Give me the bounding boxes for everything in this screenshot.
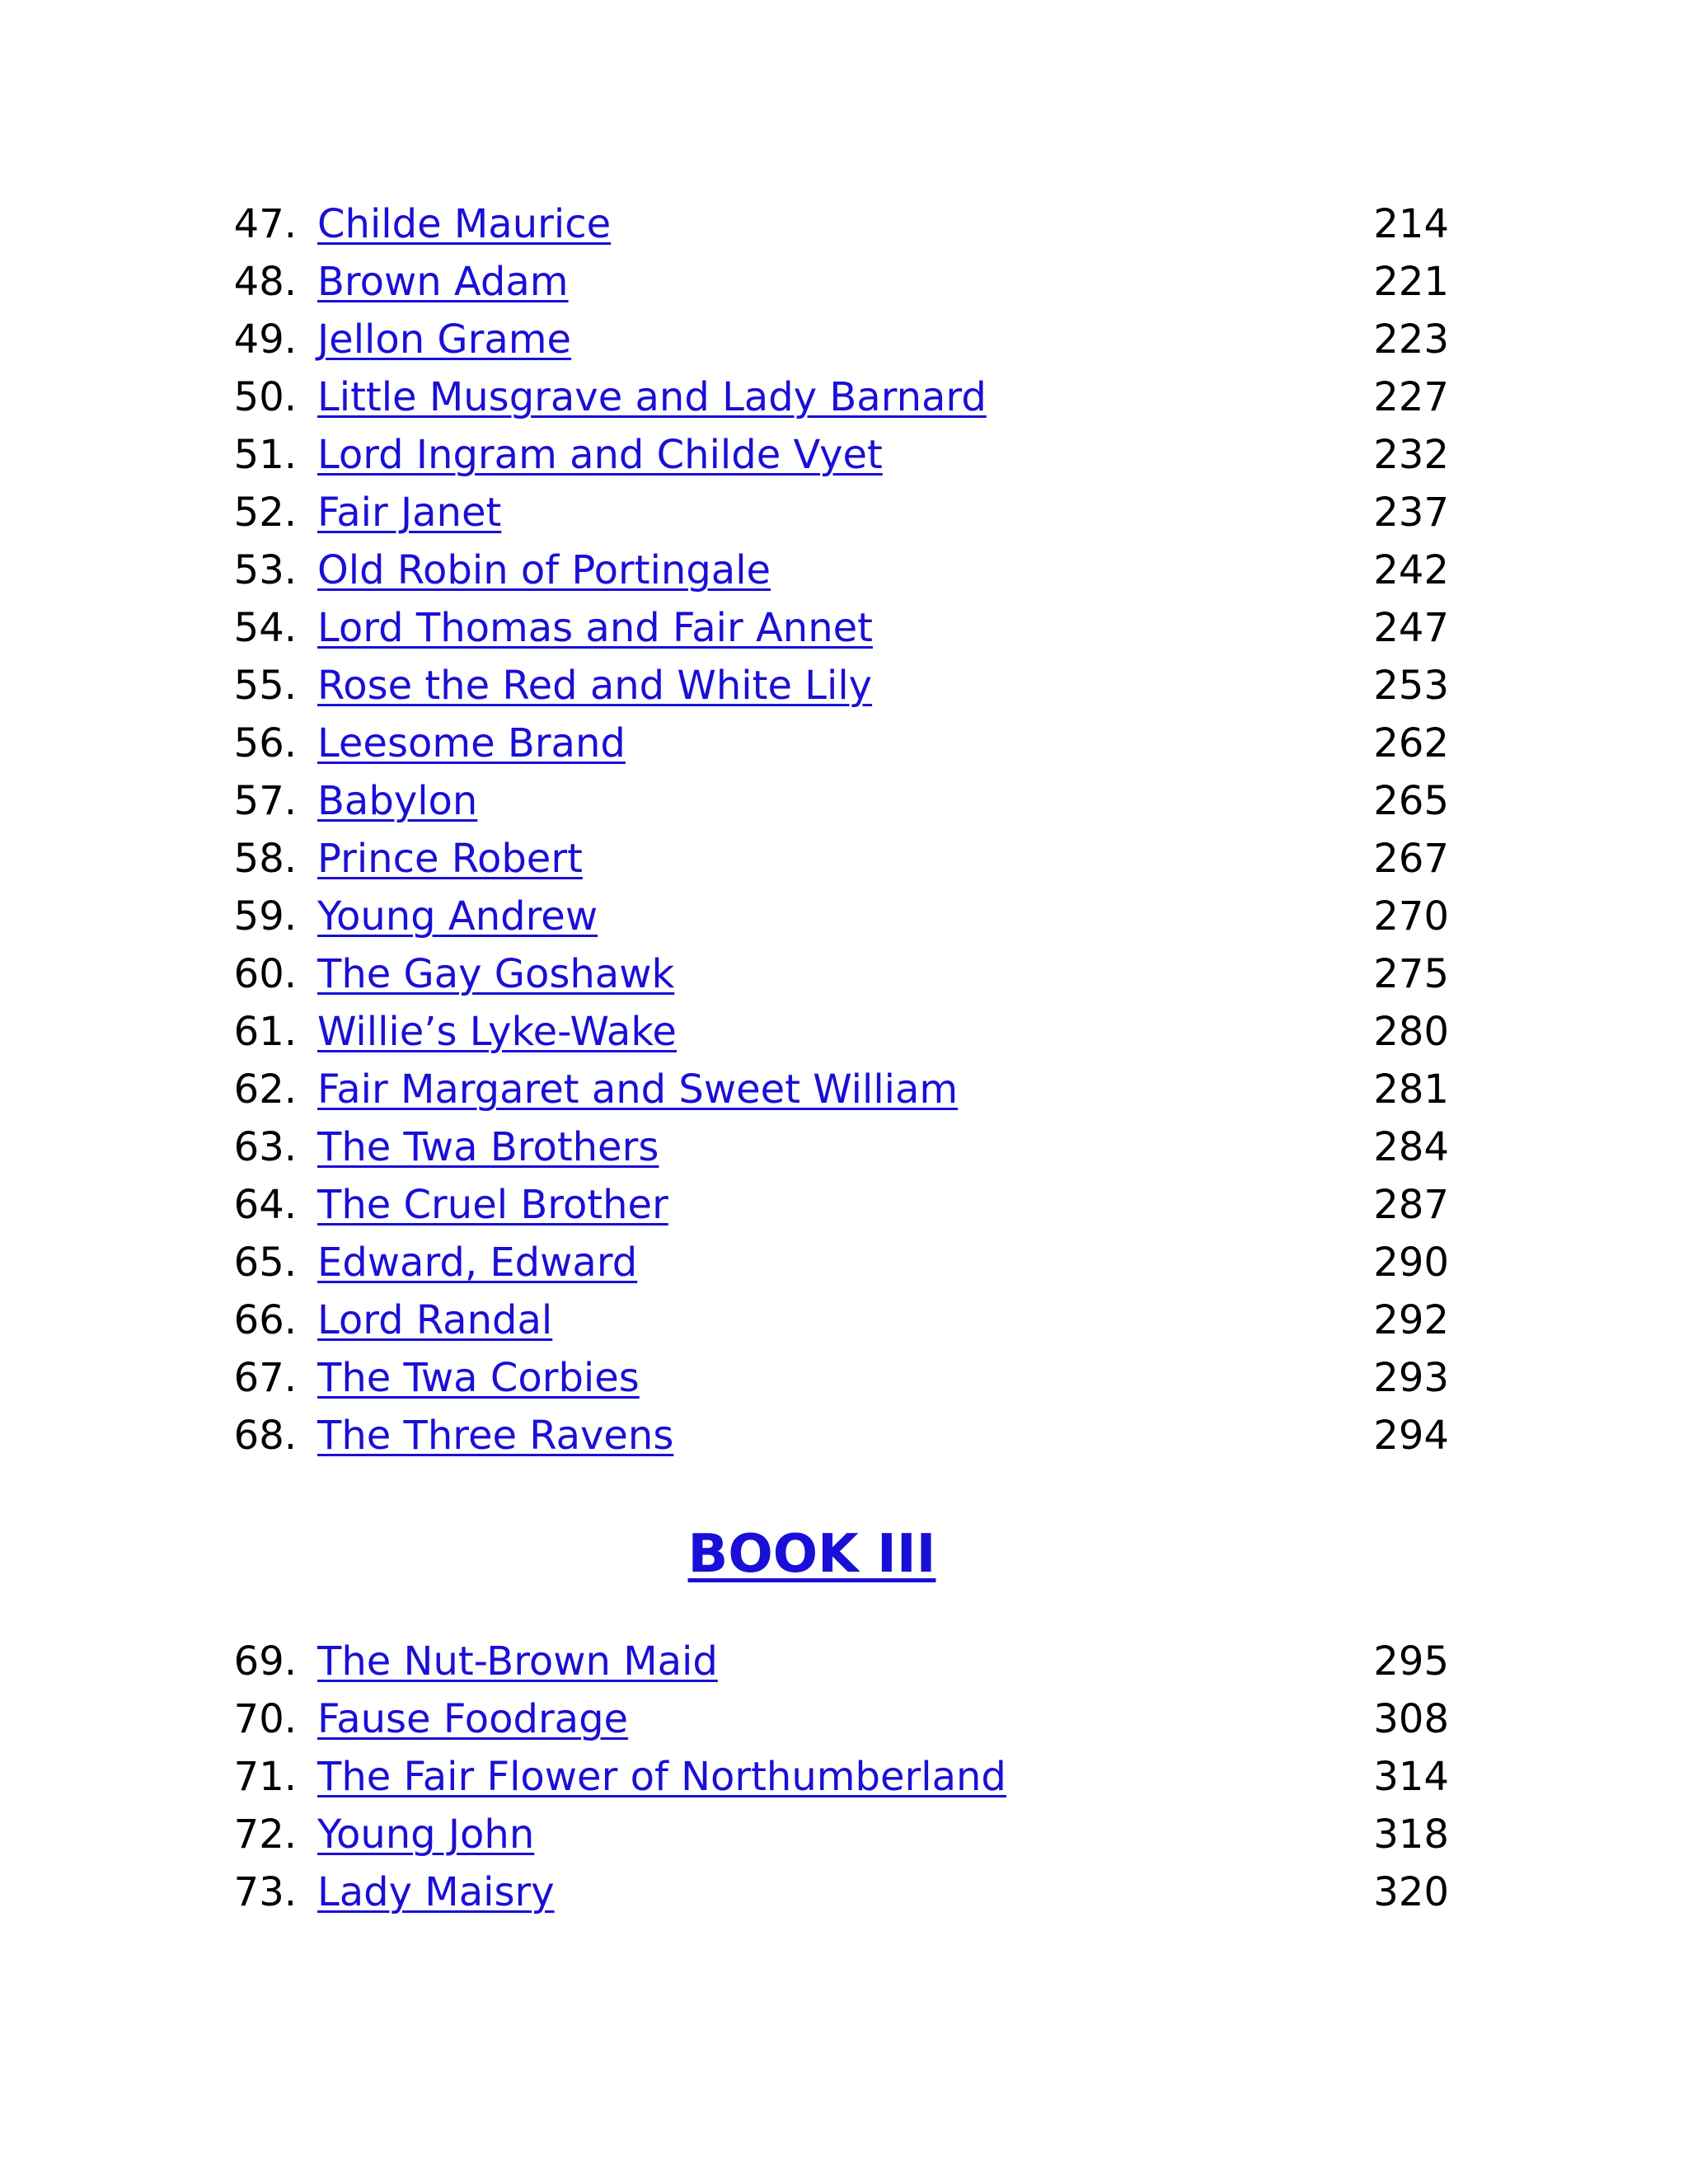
toc-entry-number: 56. xyxy=(233,720,297,766)
toc-entry xyxy=(0,1806,1688,1863)
toc-entry-number: 62. xyxy=(233,1066,297,1113)
toc-entry-title-link[interactable]: Lady Maisry xyxy=(317,1869,555,1915)
toc-entry xyxy=(0,1176,1688,1234)
toc-entry-page-number: 294 xyxy=(1373,1413,1449,1459)
toc-entry-page-number: 265 xyxy=(1373,778,1449,824)
toc-entry-number: 48. xyxy=(233,259,297,305)
toc-entry-number: 55. xyxy=(233,663,297,709)
toc-entry-number: 69. xyxy=(233,1638,297,1685)
toc-entry-title-link[interactable]: Rose the Red and White Lily xyxy=(317,663,873,709)
toc-entry xyxy=(0,1748,1688,1806)
toc-entry-number: 57. xyxy=(233,778,297,824)
toc-entry-page-number: 318 xyxy=(1373,1811,1449,1858)
toc-entry xyxy=(0,772,1688,830)
toc-entry xyxy=(0,888,1688,945)
toc-entry-title-link[interactable]: Edward, Edward xyxy=(317,1240,638,1286)
toc-entry xyxy=(0,253,1688,311)
toc-entry xyxy=(0,368,1688,426)
toc-entry-title-link[interactable]: Fair Margaret and Sweet William xyxy=(317,1066,959,1113)
toc-entry-page-number: 262 xyxy=(1373,720,1449,766)
toc-entry-title-link[interactable]: Fair Janet xyxy=(317,490,502,536)
toc-entry-page-number: 242 xyxy=(1373,547,1449,593)
book-iii-heading-link[interactable]: BOOK III xyxy=(687,1524,936,1585)
toc-entry-title-link[interactable]: Leesome Brand xyxy=(317,720,626,766)
toc-entry-title-link[interactable]: Lord Thomas and Fair Annet xyxy=(317,605,873,651)
toc-entry-page-number: 290 xyxy=(1373,1240,1449,1286)
toc-entry-title-link[interactable]: The Nut-Brown Maid xyxy=(317,1638,718,1685)
toc-entry xyxy=(0,311,1688,368)
toc-entry-number: 60. xyxy=(233,951,297,997)
toc-entry-title-link[interactable]: Young Andrew xyxy=(317,893,598,940)
toc-entry-number: 58. xyxy=(233,836,297,882)
toc-entry-title-link[interactable]: The Gay Goshawk xyxy=(317,951,675,997)
toc-entry xyxy=(0,484,1688,541)
toc-entry-title-link[interactable]: Brown Adam xyxy=(317,259,569,305)
toc-entry-number: 54. xyxy=(233,605,297,651)
toc-entry-page-number: 270 xyxy=(1373,893,1449,940)
toc-entry xyxy=(0,541,1688,599)
toc-entry xyxy=(0,1863,1688,1921)
toc-entry-title-link[interactable]: The Twa Brothers xyxy=(317,1124,659,1170)
toc-entry-number: 49. xyxy=(233,316,297,363)
toc-entry-number: 52. xyxy=(233,490,297,536)
toc-entry-number: 47. xyxy=(233,201,297,247)
toc-entry-number: 71. xyxy=(233,1754,297,1800)
toc-entry-page-number: 227 xyxy=(1373,374,1449,420)
toc-entry-page-number: 221 xyxy=(1373,259,1449,305)
toc-entry-title-link[interactable]: Fause Foodrage xyxy=(317,1696,629,1742)
toc-entry-page-number: 292 xyxy=(1373,1297,1449,1343)
toc-entry-title-link[interactable]: Lord Ingram and Childe Vyet xyxy=(317,432,883,478)
toc-entry-number: 73. xyxy=(233,1869,297,1915)
toc-entry xyxy=(0,599,1688,657)
toc-entry-number: 59. xyxy=(233,893,297,940)
toc-entry-page-number: 253 xyxy=(1373,663,1449,709)
toc-entry xyxy=(0,195,1688,253)
toc-entry-title-link[interactable]: Babylon xyxy=(317,778,478,824)
toc-entry-number: 51. xyxy=(233,432,297,478)
toc-entry-number: 70. xyxy=(233,1696,297,1742)
toc-entry xyxy=(0,1633,1688,1690)
toc-entry-title-link[interactable]: Willie’s Lyke-Wake xyxy=(317,1009,677,1055)
toc-entry xyxy=(0,1003,1688,1061)
toc-entry-page-number: 308 xyxy=(1373,1696,1449,1742)
toc-entry-title-link[interactable]: Prince Robert xyxy=(317,836,583,882)
toc-entry-page-number: 214 xyxy=(1373,201,1449,247)
toc-entry-number: 65. xyxy=(233,1240,297,1286)
toc-entry xyxy=(0,1061,1688,1118)
toc-entry-page-number: 314 xyxy=(1373,1754,1449,1800)
toc-entry xyxy=(0,1349,1688,1407)
toc-entry-title-link[interactable]: The Twa Corbies xyxy=(317,1355,640,1401)
toc-entry-number: 50. xyxy=(233,374,297,420)
toc-entry-title-link[interactable]: The Three Ravens xyxy=(317,1413,674,1459)
toc-entry-title-link[interactable]: The Fair Flower of Northumberland xyxy=(317,1754,1006,1800)
toc-entry-page-number: 223 xyxy=(1373,316,1449,363)
toc-entry-title-link[interactable]: Old Robin of Portingale xyxy=(317,547,771,593)
toc-entry xyxy=(0,1234,1688,1291)
toc-entry-page-number: 281 xyxy=(1373,1066,1449,1113)
toc-entry-page-number: 287 xyxy=(1373,1182,1449,1228)
toc-entry xyxy=(0,1690,1688,1748)
toc-entry-number: 66. xyxy=(233,1297,297,1343)
toc-entry-page-number: 284 xyxy=(1373,1124,1449,1170)
toc-entry-page-number: 293 xyxy=(1373,1355,1449,1401)
toc-entry xyxy=(0,945,1688,1003)
toc-entry-page-number: 320 xyxy=(1373,1869,1449,1915)
toc-entry xyxy=(0,426,1688,484)
toc-entry-page-number: 232 xyxy=(1373,432,1449,478)
toc-entry-title-link[interactable]: Jellon Grame xyxy=(317,316,572,363)
toc-entry-title-link[interactable]: Little Musgrave and Lady Barnard xyxy=(317,374,987,420)
toc-entry-number: 53. xyxy=(233,547,297,593)
toc-list-part-2 xyxy=(0,1633,1688,1921)
toc-entry-title-link[interactable]: The Cruel Brother xyxy=(317,1182,668,1228)
toc-entry-title-link[interactable]: Lord Randal xyxy=(317,1297,553,1343)
toc-entry-number: 63. xyxy=(233,1124,297,1170)
toc-entry-number: 64. xyxy=(233,1182,297,1228)
toc-entry-title-link[interactable]: Childe Maurice xyxy=(317,201,612,247)
toc-entry xyxy=(0,830,1688,888)
toc-entry-number: 61. xyxy=(233,1009,297,1055)
toc-entry xyxy=(0,657,1688,715)
toc-entry-page-number: 237 xyxy=(1373,490,1449,536)
toc-entry xyxy=(0,1407,1688,1465)
toc-entry-page-number: 295 xyxy=(1373,1638,1449,1685)
toc-entry xyxy=(0,1291,1688,1349)
toc-entry-number: 68. xyxy=(233,1413,297,1459)
toc-entry xyxy=(0,1118,1688,1176)
toc-entry xyxy=(0,715,1688,772)
toc-entry-number: 72. xyxy=(233,1811,297,1858)
toc-entry-title-link[interactable]: Young John xyxy=(317,1811,535,1858)
toc-entry-page-number: 267 xyxy=(1373,836,1449,882)
toc-entry-number: 67. xyxy=(233,1355,297,1401)
toc-entry-page-number: 280 xyxy=(1373,1009,1449,1055)
toc-entry-page-number: 247 xyxy=(1373,605,1449,651)
toc-entry-page-number: 275 xyxy=(1373,951,1449,997)
toc-list-part-1 xyxy=(0,195,1688,1465)
